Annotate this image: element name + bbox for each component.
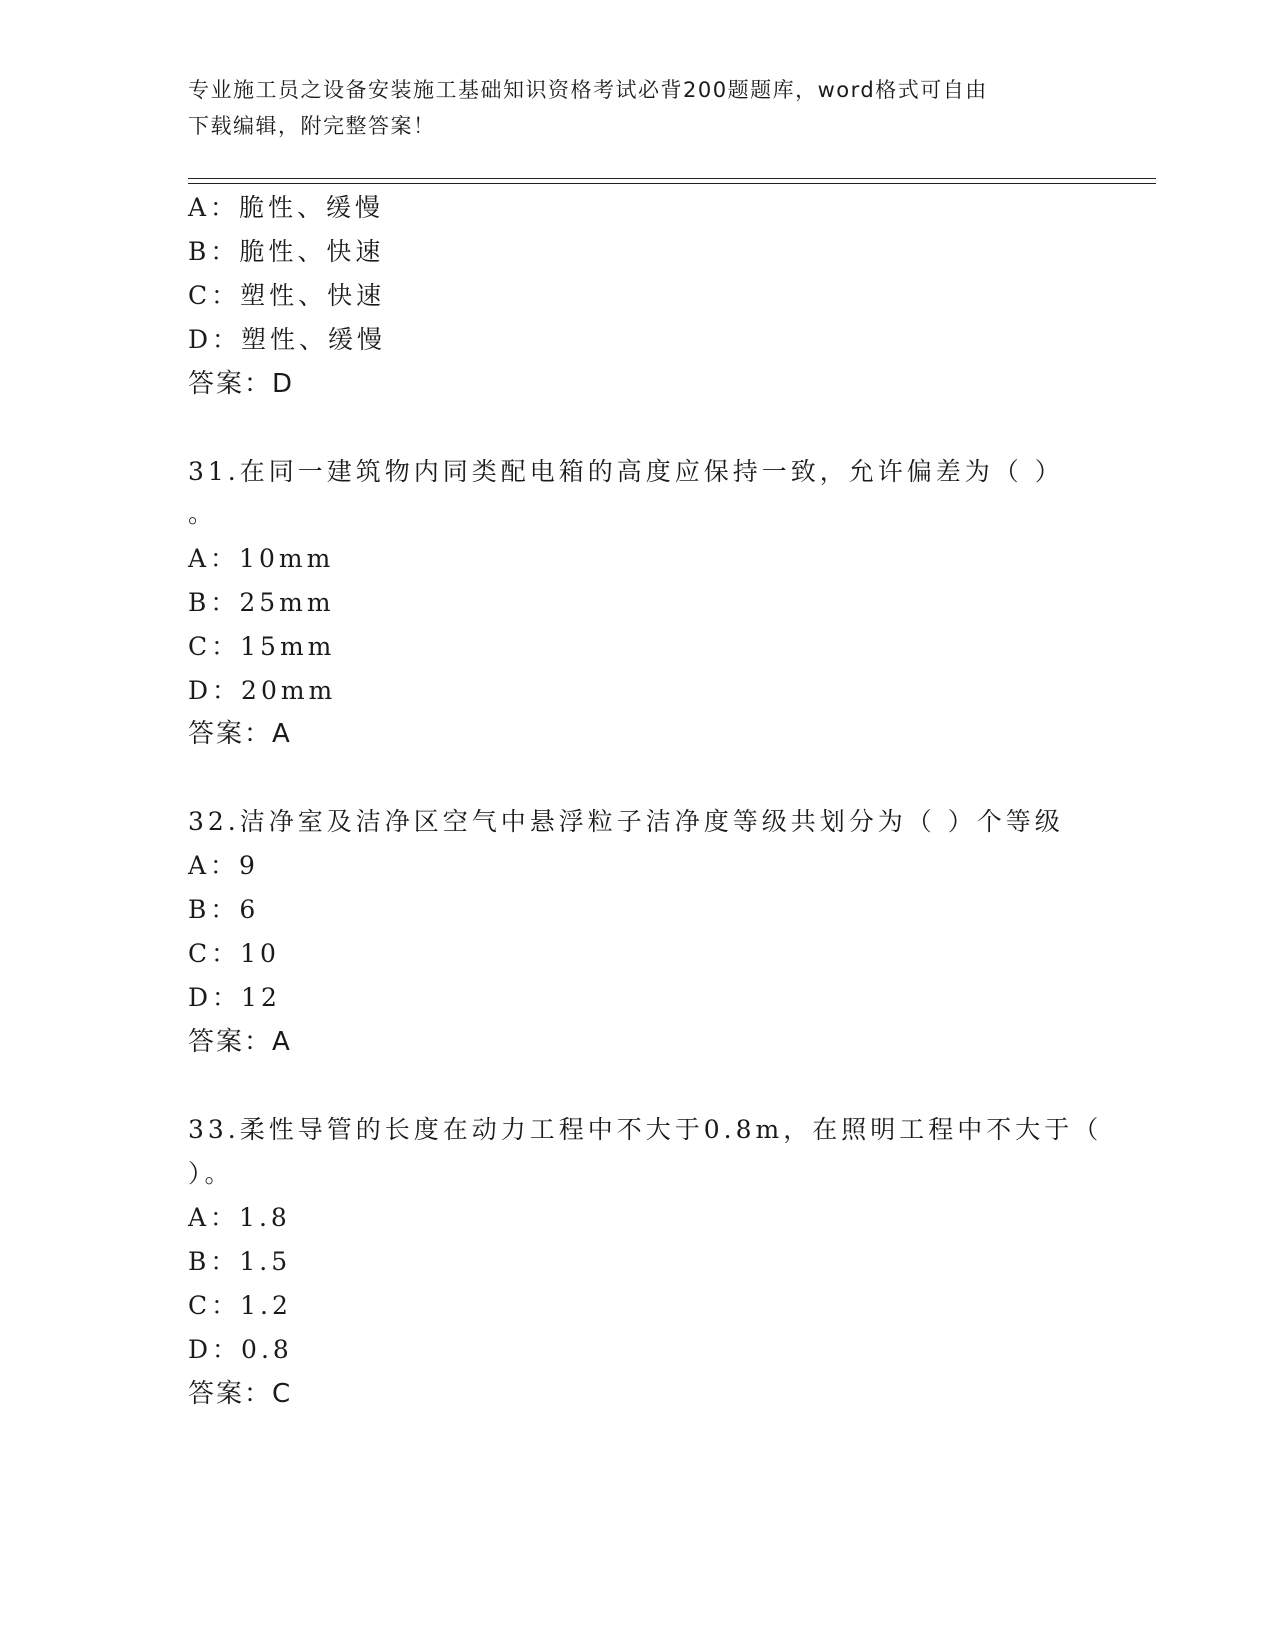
q33-option-a: A：1.8: [188, 1203, 291, 1232]
q32-stem-line-1: 32.洁净室及洁净区空气中悬浮粒子洁净度等级共划分为（ ）个等级: [188, 807, 1064, 836]
prev-option-d: D：塑性、缓慢: [188, 325, 387, 354]
q32-option-d: D：12: [188, 983, 281, 1012]
q31-stem-line-1: 31.在同一建筑物内同类配电箱的高度应保持一致，允许偏差为（ ）: [188, 457, 1064, 486]
q33-answer: 答案：C: [188, 1379, 293, 1409]
q31-stem-line-2: 。: [188, 499, 218, 528]
document-header: [188, 72, 1088, 144]
q33-option-c: C：1.2: [188, 1291, 292, 1320]
q31-option-b: B：25mm: [188, 588, 335, 617]
header-line-1: 专业施工员之设备安装施工基础知识资格考试必背200题题库，word格式可自由: [188, 78, 988, 102]
header-line-2: 下载编辑，附完整答案！: [188, 114, 436, 138]
prev-option-a: A：脆性、缓慢: [188, 193, 385, 222]
q32-option-b: B：6: [188, 895, 260, 924]
prev-option-c: C：塑性、快速: [188, 281, 386, 310]
q31-option-a: A：10mm: [188, 544, 335, 573]
q31-option-c: C：15mm: [188, 632, 336, 661]
prev-option-b: B：脆性、快速: [188, 237, 385, 266]
q33-stem-line-1: 33.柔性导管的长度在动力工程中不大于0.8m，在照明工程中不大于（: [188, 1115, 1103, 1144]
q33-stem-line-2: ）。: [188, 1159, 234, 1188]
q31-answer: 答案：A: [188, 719, 292, 749]
q31-option-d: D：20mm: [188, 676, 337, 705]
q33-option-d: D：0.8: [188, 1335, 293, 1364]
q32-answer: 答案：A: [188, 1027, 292, 1057]
q33-option-b: B：1.5: [188, 1247, 292, 1276]
header-rule-bottom: [188, 183, 1156, 184]
q32-option-c: C：10: [188, 939, 280, 968]
prev-answer: 答案：D: [188, 369, 295, 399]
q32-option-a: A：9: [188, 851, 259, 880]
header-rule-top: [188, 178, 1156, 179]
